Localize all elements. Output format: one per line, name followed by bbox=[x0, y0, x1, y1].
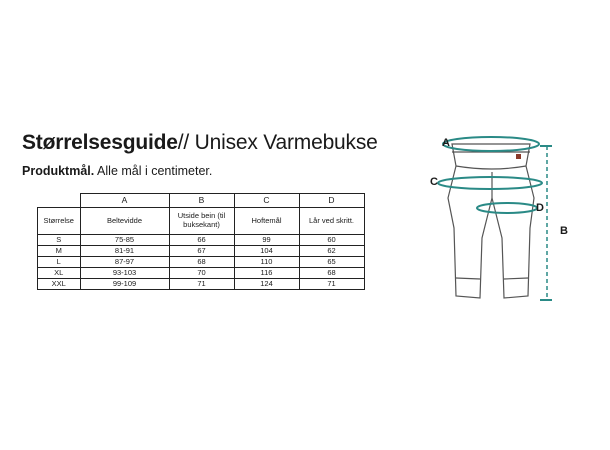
cell-waist: 81-91 bbox=[80, 246, 169, 257]
pants-outline bbox=[448, 144, 534, 298]
cell-hip: 99 bbox=[234, 235, 299, 246]
cell-outside-leg: 70 bbox=[169, 268, 234, 279]
table-row bbox=[38, 246, 365, 257]
cell-outside-leg: 71 bbox=[169, 279, 234, 290]
pants-illustration bbox=[430, 128, 610, 318]
cell-size: XXL bbox=[38, 279, 81, 290]
cell-hip: 116 bbox=[234, 268, 299, 279]
label-c: C bbox=[430, 176, 438, 188]
subtitle bbox=[22, 164, 212, 178]
title-product: Unisex Varmebukse bbox=[194, 131, 378, 154]
measure-c-hip bbox=[438, 177, 542, 189]
header-hip: Hoftemål bbox=[234, 208, 299, 235]
table-row bbox=[38, 235, 365, 246]
table-letter-row bbox=[38, 194, 365, 208]
table-row bbox=[38, 268, 365, 279]
cell-size: M bbox=[38, 246, 81, 257]
title-main: Størrelsesguide bbox=[22, 131, 178, 154]
cell-hip: 104 bbox=[234, 246, 299, 257]
cell-size: S bbox=[38, 235, 81, 246]
label-a: A bbox=[442, 137, 450, 149]
header-size: Størrelse bbox=[38, 208, 81, 235]
cell-thigh: 68 bbox=[299, 268, 364, 279]
table-row bbox=[38, 257, 365, 268]
cell-size: L bbox=[38, 257, 81, 268]
cell-waist: 75-85 bbox=[80, 235, 169, 246]
page-title bbox=[22, 131, 378, 155]
cell-waist: 93-103 bbox=[80, 268, 169, 279]
cell-outside-leg: 67 bbox=[169, 246, 234, 257]
brand-tag bbox=[516, 154, 521, 159]
subtitle-bold: Produktmål. bbox=[22, 164, 95, 178]
col-letter-d: D bbox=[299, 194, 364, 208]
col-letter-c: C bbox=[234, 194, 299, 208]
table-header-row bbox=[38, 208, 365, 235]
size-table bbox=[37, 193, 365, 290]
table-corner bbox=[38, 194, 81, 208]
cell-thigh: 60 bbox=[299, 235, 364, 246]
label-b: B bbox=[560, 225, 568, 237]
cell-size: XL bbox=[38, 268, 81, 279]
cell-waist: 99-109 bbox=[80, 279, 169, 290]
table-row bbox=[38, 279, 365, 290]
cell-outside-leg: 66 bbox=[169, 235, 234, 246]
header-thigh: Lår ved skritt. bbox=[299, 208, 364, 235]
header-waist: Beltevidde bbox=[80, 208, 169, 235]
cell-hip: 124 bbox=[234, 279, 299, 290]
cell-outside-leg: 68 bbox=[169, 257, 234, 268]
label-d: D bbox=[536, 202, 544, 214]
col-letter-a: A bbox=[80, 194, 169, 208]
title-separator: // bbox=[177, 131, 190, 154]
cell-hip: 110 bbox=[234, 257, 299, 268]
subtitle-text: Alle mål i centimeter. bbox=[97, 164, 213, 178]
header-outside-leg: Utside bein (til buksekant) bbox=[169, 208, 234, 235]
cell-waist: 87-97 bbox=[80, 257, 169, 268]
col-letter-b: B bbox=[169, 194, 234, 208]
measure-d-thigh bbox=[477, 203, 537, 213]
cell-thigh: 62 bbox=[299, 246, 364, 257]
cell-thigh: 65 bbox=[299, 257, 364, 268]
cell-thigh: 71 bbox=[299, 279, 364, 290]
pants-diagram bbox=[430, 128, 610, 318]
